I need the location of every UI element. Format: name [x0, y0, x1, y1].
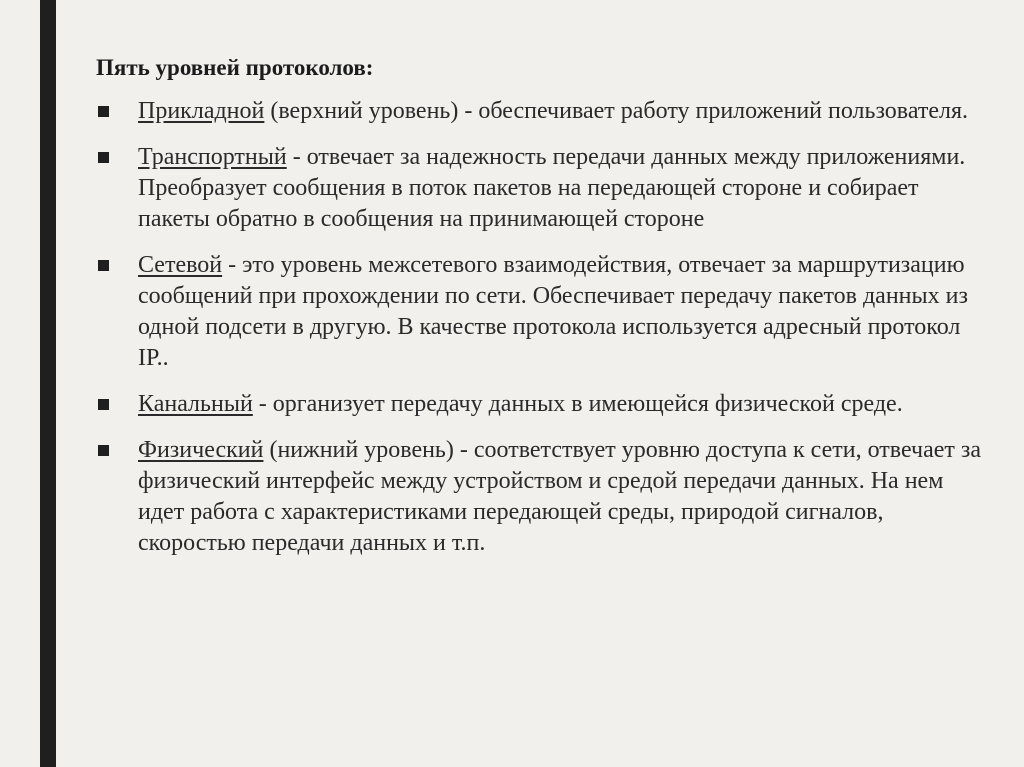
- layer-description: - это уровень межсетевого взаимодействия, отвечает за маршрутизацию сообщений при прохождении по сети. Обеспечивает передачу пакетов данных из одной подсети в другую. В качестве протокола используется адресный протокол IP..: [138, 252, 968, 371]
- square-bullet-icon: [98, 260, 109, 271]
- layer-description: (верхний уровень) - обеспечивает работу приложений пользователя.: [264, 98, 969, 124]
- square-bullet-icon: [98, 445, 109, 456]
- list-item-transport-layer: [96, 142, 988, 235]
- layer-term: Физический: [138, 437, 264, 463]
- list-item-datalink-layer: [96, 389, 988, 420]
- layer-description: - отвечает за надежность передачи данных между приложениями. Преобразует сообщения в поток пакетов на передающей стороне и собирает пакеты обратно в сообщения на принимающей стороне: [138, 144, 966, 232]
- layer-description: (нижний уровень) - соответствует уровню доступа к сети, отвечает за физический интерфейс между устройством и средой передачи данных. На нем идет работа с характеристиками передающей среды, природой сигналов, скоростью передачи данных и т.п.: [138, 437, 982, 556]
- slide-accent-bar: [40, 0, 56, 767]
- layer-term: Прикладной: [138, 98, 265, 124]
- list-item-network-layer: [96, 250, 988, 374]
- layer-term: Канальный: [138, 391, 253, 417]
- list-item-application-layer: [96, 96, 988, 127]
- square-bullet-icon: [98, 152, 109, 163]
- square-bullet-icon: [98, 106, 109, 117]
- square-bullet-icon: [98, 399, 109, 410]
- layer-term: Транспортный: [138, 144, 287, 170]
- layer-term: Сетевой: [138, 252, 223, 278]
- layer-description: - организует передачу данных в имеющейся физической среде.: [252, 391, 903, 417]
- list-item-physical-layer: [96, 435, 988, 559]
- slide-heading: Пять уровней протоколов:: [96, 55, 374, 80]
- slide-content: [96, 52, 996, 574]
